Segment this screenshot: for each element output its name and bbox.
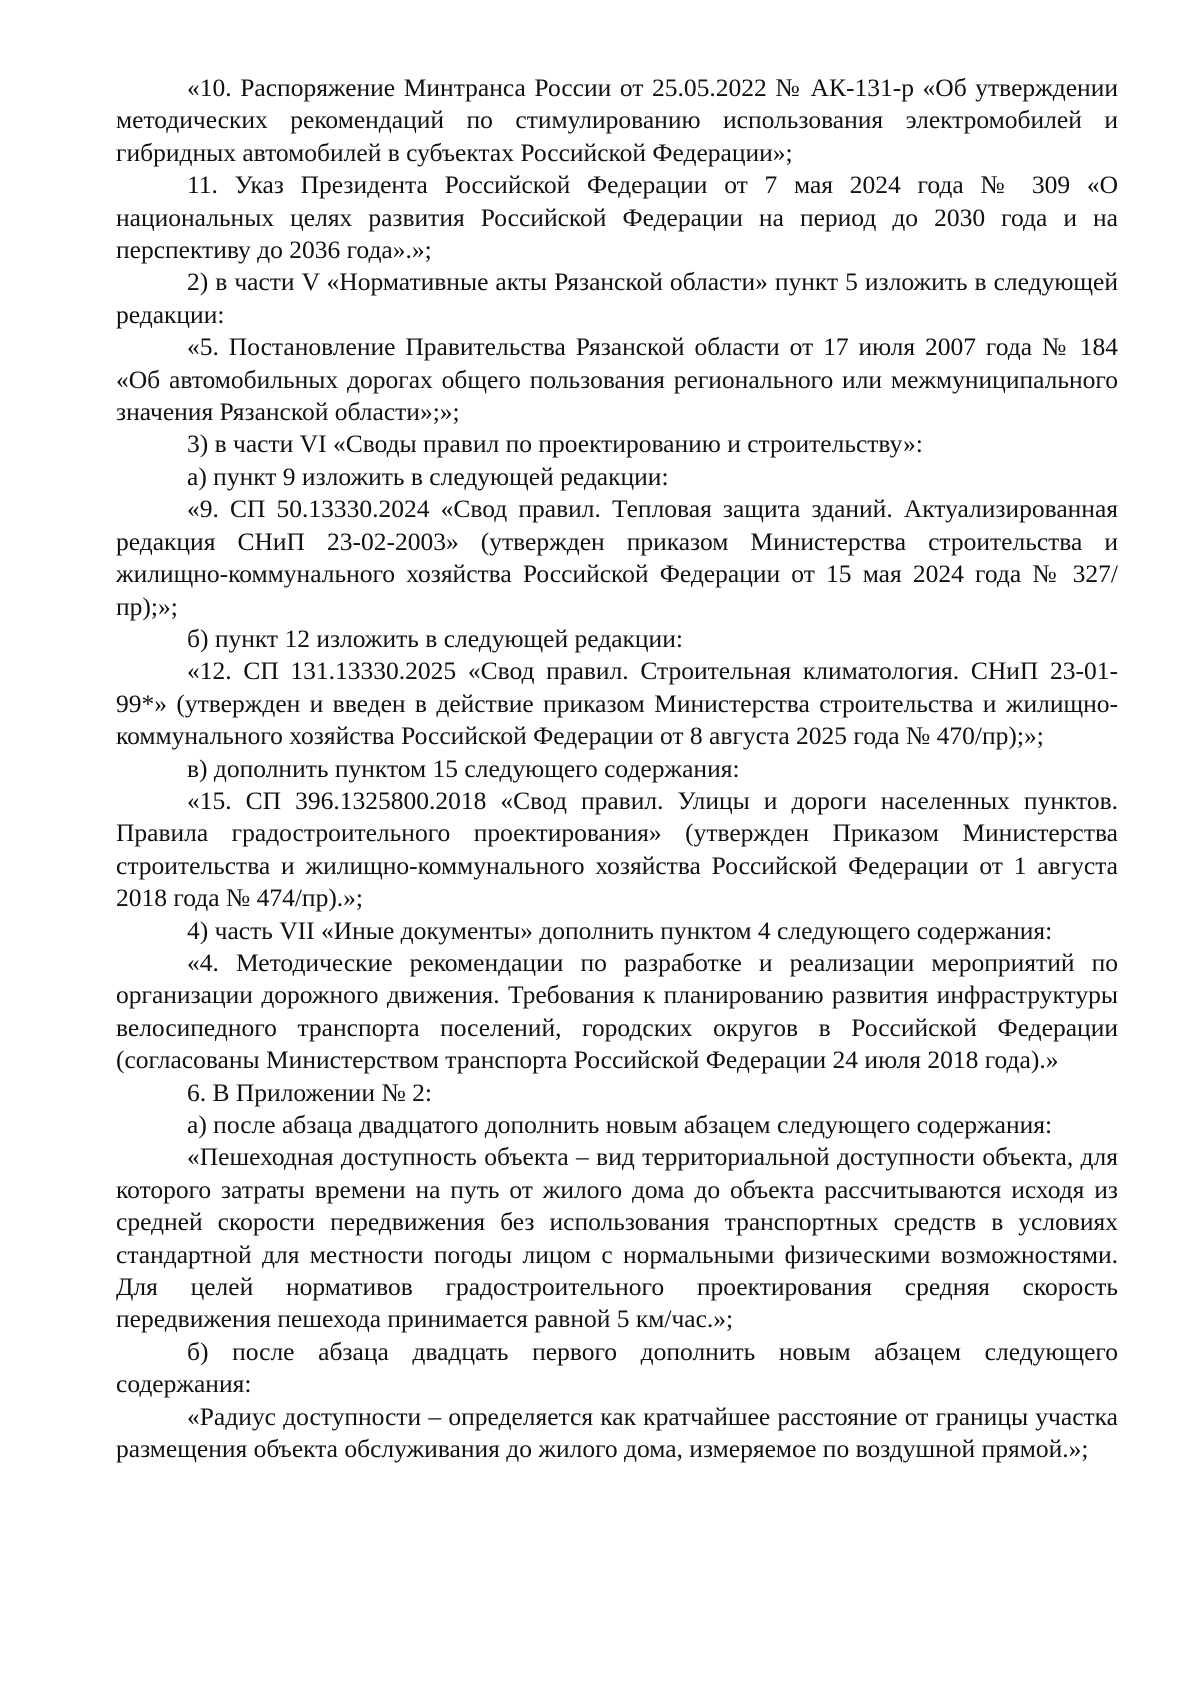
paragraph-pedestrian-access: «Пешеходная доступность объекта – вид территориальной доступности объекта, для которого затраты времени на путь от жилого дома до объекта рассчитываются исходя из средней скорости передвижения без использования транспортных средств в условиях стандартной для местности погоды лицом с нормальными физическими возможностями. Для целей нормативов градостроительного проектирования средняя скорость передвижения пешехода принимается равной 5 км/час.»; xyxy=(116,1142,1118,1334)
paragraph-item-4: «4. Методические рекомендации по разработке и реализации мероприятий по организации дорожного движения. Требования к планированию развития инфраструктуры велосипедного транспорта поселений, городских округов в Российской Федерации (согласованы Министерством транспорта Российской Федерации 24 июля 2018 года).» xyxy=(116,947,1118,1075)
paragraph-item-12: «12. СП 131.13330.2025 «Свод правил. Строительная климатология. СНиП 23-01-99*» (утвержден и введен в действие приказом Министерства строительства и жилищно-коммунального хозяйства Российской Федерации от 8 августа 2025 года № 470/пр);»; xyxy=(116,656,1118,751)
paragraph-appendix-2: 6. В Приложении № 2: xyxy=(187,1077,432,1107)
paragraph-subitem-v: в) дополнить пунктом 15 следующего содержания: xyxy=(187,753,740,783)
paragraph-subitem-a: а) пункт 9 изложить в следующей редакции: xyxy=(187,461,669,491)
paragraph-item-9: «9. СП 50.13330.2024 «Свод правил. Тепловая защита зданий. Актуализированная редакция СНиП 23-02-2003» (утвержден приказом Министерства строительства и жилищно-коммунального хозяйства Российской Федерации от 15 мая 2024 года № 327/пр);»; xyxy=(116,494,1118,621)
paragraph-part-vi: 3) в части VI «Своды правил по проектированию и строительству»: xyxy=(187,429,923,459)
paragraph-item-10: «10. Распоряжение Минтранса России от 25.05.2022 № АК-131-р «Об утверждении методических рекомендаций по стимулированию использования электромобилей и гибридных автомобилей в субъектах Российской Федерации»; xyxy=(116,73,1118,167)
paragraph-item-5: «5. Постановление Правительства Рязанской области от 17 июля 2007 года № 184 «Об автомобильных дорогах общего пользования регионального или межмуниципального значения Рязанской области»;»; xyxy=(116,332,1118,427)
paragraph-access-radius: «Радиус доступности – определяется как кратчайшее расстояние от границы участка размещения объекта обслуживания до жилого дома, измеряемое по воздушной прямой.»; xyxy=(116,1401,1118,1464)
paragraph-item-11: 11. Указ Президента Российской Федерации от 7 мая 2024 года № 309 «О национальных целях развития Российской Федерации на период до 2030 года и на перспективу до 2036 года».»; xyxy=(116,170,1118,265)
paragraph-part-v: 2) в части V «Нормативные акты Рязанской области» пункт 5 изложить в следующей редакции: xyxy=(116,267,1118,329)
paragraph-appendix-subitem-a: а) после абзаца двадцатого дополнить новым абзацем следующего содержания: xyxy=(187,1110,1053,1139)
paragraph-subitem-b: б) пункт 12 изложить в следующей редакции: xyxy=(187,623,683,653)
paragraph-appendix-subitem-b: б) после абзаца двадцать первого дополнить новым абзацем следующего содержания: xyxy=(116,1336,1118,1399)
paragraph-item-15: «15. СП 396.1325800.2018 «Свод правил. Улицы и дороги населенных пунктов. Правила градостроительного проектирования» (утвержден Приказом Министерства строительства и жилищно-коммунального хозяйства Российской Федерации от 1 августа 2018 года № 474/пр).»; xyxy=(116,785,1118,913)
paragraph-part-vii: 4) часть VII «Иные документы» дополнить пунктом 4 следующего содержания: xyxy=(187,915,1053,945)
